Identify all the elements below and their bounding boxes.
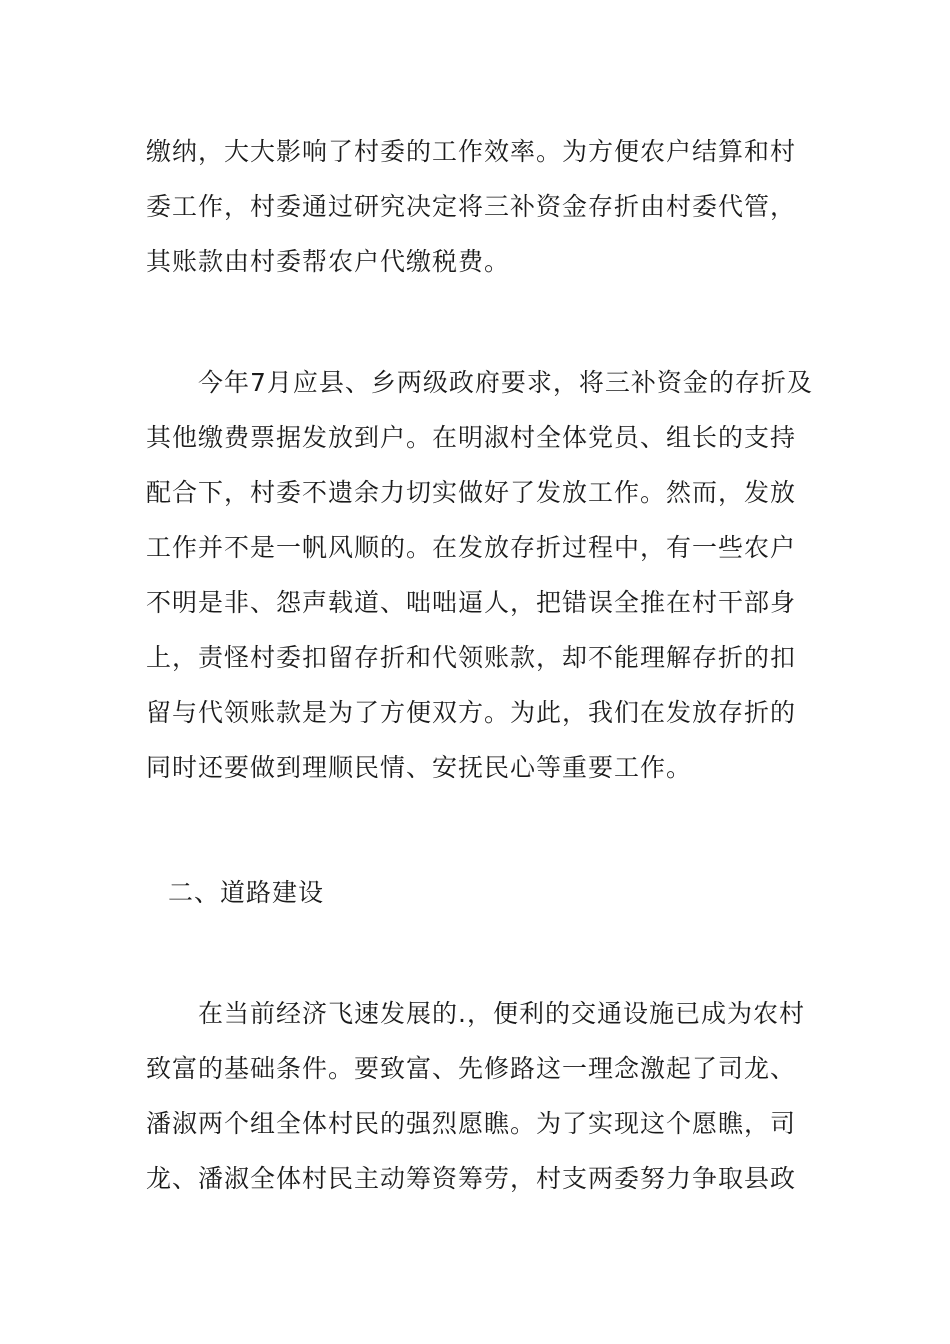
paragraph-line: 配合下，村委不遗余力切实做好了发放工作。然而，发放 <box>146 478 797 507</box>
paragraph-line: 不明是非、怨声载道、咄咄逼人，把错误全推在村干部身 <box>146 588 797 617</box>
paragraph-line: 委工作，村委通过研究决定将三补资金存折由村委代管， <box>146 192 797 221</box>
paragraph-line: 龙、潘淑全体村民主动筹资筹劳，村支两委努力争取县政 <box>146 1164 797 1193</box>
section-heading: 二、道路建设 <box>168 878 325 907</box>
paragraph-line: 留与代领账款是为了方便双方。为此，我们在发放存折的 <box>146 698 797 727</box>
paragraph-line: 缴纳，大大影响了村委的工作效率。为方便农户结算和村 <box>146 137 797 166</box>
paragraph-line: 工作并不是一帆风顺的。在发放存折过程中，有一些农户 <box>146 533 797 562</box>
paragraph-line: 其他缴费票据发放到户。在明淑村全体党员、组长的支持 <box>146 423 797 452</box>
paragraph-line: 上，责怪村委扣留存折和代领账款，却不能理解存折的扣 <box>146 643 797 672</box>
paragraph-line: 今年7月应县、乡两级政府要求，将三补资金的存折及 <box>198 368 813 397</box>
paragraph-line: 潘淑两个组全体村民的强烈愿瞧。为了实现这个愿瞧，司 <box>146 1109 797 1138</box>
paragraph-line: 其账款由村委帮农户代缴税费。 <box>146 247 511 276</box>
paragraph-line: 在当前经济飞速发展的.，便利的交通设施已成为农村 <box>198 999 805 1028</box>
paragraph-line: 同时还要做到理顺民情、安抚民心等重要工作。 <box>146 753 693 782</box>
paragraph-line: 致富的基础条件。要致富、先修路这一理念激起了司龙、 <box>146 1054 797 1083</box>
